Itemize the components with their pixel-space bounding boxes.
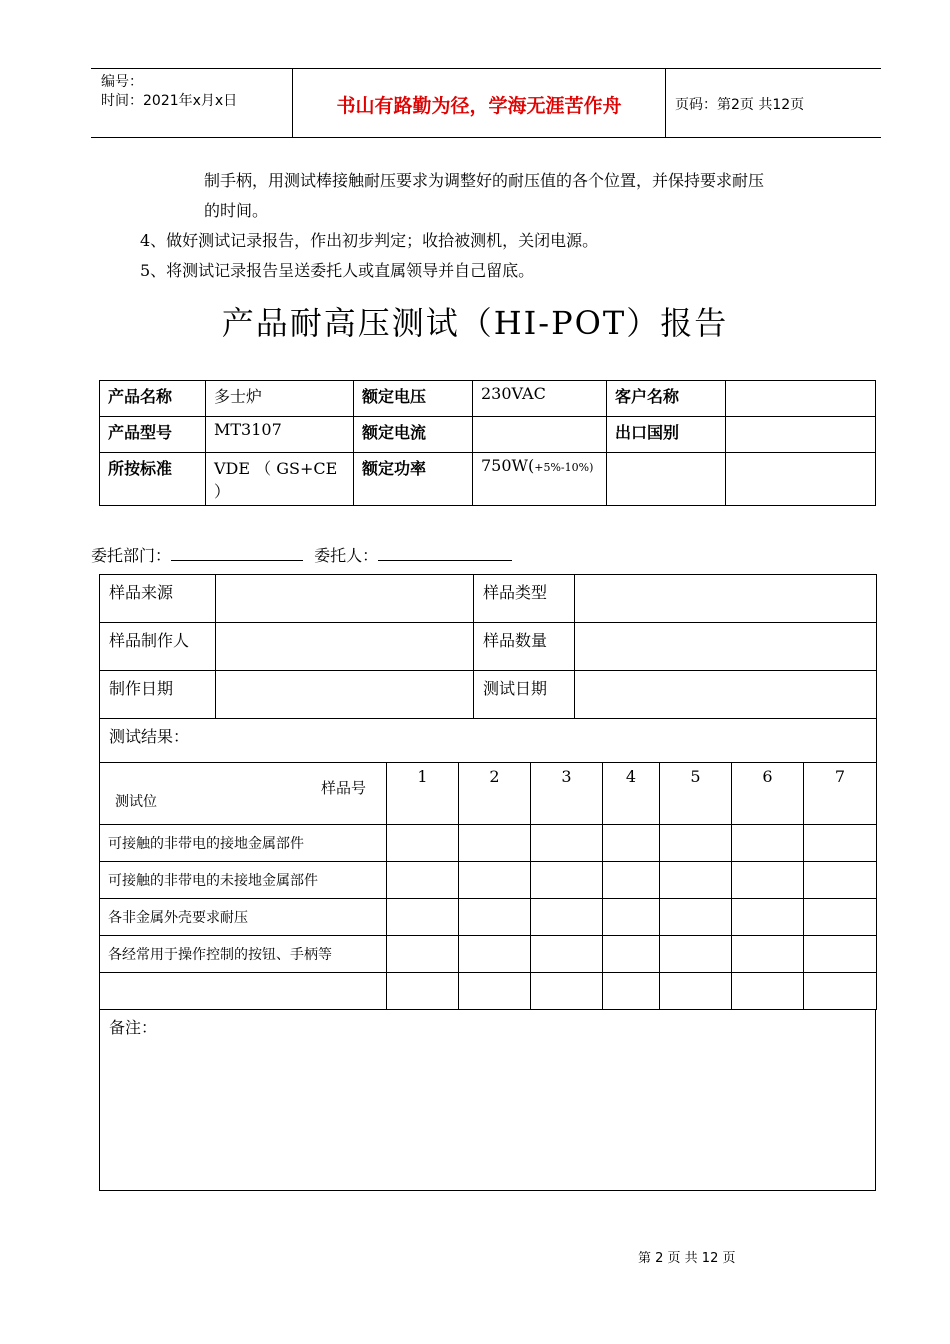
empty-cell — [726, 453, 876, 506]
result-cell[interactable] — [732, 862, 804, 899]
result-cell[interactable] — [387, 862, 459, 899]
sample-qty-label: 样品数量 — [474, 623, 575, 671]
sample-source-value[interactable] — [216, 575, 474, 623]
product-name-value: 多士炉 — [206, 381, 354, 417]
sample-column-header: 6 — [732, 763, 804, 825]
test-position-row-label: 可接触的非带电的未接地金属部件 — [100, 862, 387, 899]
customer-value — [726, 381, 876, 417]
rated-current-label: 额定电流 — [354, 417, 473, 453]
result-cell[interactable] — [531, 825, 603, 862]
sample-type-label: 样品类型 — [474, 575, 575, 623]
test-position-row-label: 各非金属外壳要求耐压 — [100, 899, 387, 936]
remarks-box[interactable] — [99, 1009, 876, 1191]
model-value: MT3107 — [206, 417, 354, 453]
result-cell[interactable] — [387, 825, 459, 862]
sample-source-label: 样品来源 — [100, 575, 216, 623]
page-header — [91, 68, 881, 138]
sample-maker-value[interactable] — [216, 623, 474, 671]
sample-qty-value[interactable] — [575, 623, 877, 671]
result-cell[interactable] — [459, 862, 531, 899]
doc-number: 编号： — [101, 74, 143, 90]
result-cell[interactable] — [732, 899, 804, 936]
result-cell[interactable] — [804, 973, 877, 1010]
test-position-row-label: 可接触的非带电的接地金属部件 — [100, 825, 387, 862]
result-cell[interactable] — [660, 973, 732, 1010]
report-title: 产品耐高压测试（HI-POT）报告 — [221, 304, 729, 342]
body-text-line: 4、做好测试记录报告，作出初步判定；收拾被测机，关闭电源。 — [140, 231, 599, 250]
result-cell[interactable] — [804, 899, 877, 936]
entrust-dept-label: 委托部门： — [91, 546, 172, 565]
result-cell[interactable] — [603, 899, 660, 936]
result-cell[interactable] — [804, 936, 877, 973]
result-cell[interactable] — [531, 936, 603, 973]
export-country-value — [726, 417, 876, 453]
test-date-value[interactable] — [575, 671, 877, 719]
result-cell[interactable] — [387, 899, 459, 936]
model-label: 产品型号 — [100, 417, 206, 453]
empty-cell — [607, 453, 726, 506]
result-cell[interactable] — [603, 936, 660, 973]
sample-no-label: 样品号 — [320, 779, 366, 797]
customer-label: 客户名称 — [607, 381, 726, 417]
standard-value: VDE （ GS+CE ） — [206, 453, 354, 506]
entrust-person-field[interactable] — [378, 544, 512, 561]
result-cell[interactable] — [660, 936, 732, 973]
test-date-label: 测试日期 — [474, 671, 575, 719]
result-cell[interactable] — [660, 825, 732, 862]
export-country-label: 出口国别 — [607, 417, 726, 453]
rated-power-main: 750W( — [481, 456, 535, 475]
rated-voltage-label: 额定电压 — [354, 381, 473, 417]
rated-power-label: 额定功率 — [354, 453, 473, 506]
header-motto: 书山有路勤为径，学海无涯苦作舟 — [336, 95, 622, 117]
result-cell[interactable] — [531, 899, 603, 936]
rated-voltage-value: 230VAC — [473, 381, 607, 417]
make-date-label: 制作日期 — [100, 671, 216, 719]
header-meta — [101, 73, 237, 111]
body-text-line: 5、将测试记录报告呈送委托人或直属领导并自己留底。 — [140, 261, 535, 280]
test-position-label: 测试位 — [115, 794, 157, 810]
product-info-table — [99, 380, 876, 506]
product-name-label: 产品名称 — [100, 381, 206, 417]
sample-column-header: 1 — [387, 763, 459, 825]
results-corner-header — [100, 763, 387, 825]
sample-table — [99, 574, 877, 763]
result-cell[interactable] — [531, 862, 603, 899]
result-cell[interactable] — [603, 973, 660, 1010]
result-cell[interactable] — [660, 862, 732, 899]
rated-power-tolerance: +5%-10%) — [534, 461, 594, 474]
entrust-line — [91, 543, 512, 566]
entrust-person-label: 委托人： — [314, 546, 379, 565]
page-footer: 第 2 页 共 12 页 — [638, 1251, 736, 1266]
result-cell[interactable] — [804, 825, 877, 862]
sample-column-header: 3 — [531, 763, 603, 825]
entrust-dept-field[interactable] — [171, 544, 303, 561]
test-position-row-label: 各经常用于操作控制的按钮、手柄等 — [100, 936, 387, 973]
results-table — [99, 762, 877, 1010]
result-cell[interactable] — [732, 936, 804, 973]
result-cell[interactable] — [459, 973, 531, 1010]
result-cell[interactable] — [459, 899, 531, 936]
result-cell[interactable] — [459, 825, 531, 862]
sample-type-value[interactable] — [575, 575, 877, 623]
result-cell[interactable] — [660, 899, 732, 936]
doc-time: 时间：2021年x月x日 — [101, 93, 238, 109]
result-cell[interactable] — [732, 973, 804, 1010]
result-cell[interactable] — [804, 862, 877, 899]
sample-maker-label: 样品制作人 — [100, 623, 216, 671]
result-cell[interactable] — [603, 825, 660, 862]
result-cell[interactable] — [531, 973, 603, 1010]
header-page-number: 页码：第2页 共12页 — [675, 97, 805, 113]
test-result-label: 测试结果： — [100, 719, 877, 763]
test-position-row-label — [100, 973, 387, 1010]
body-text-line: 制手柄，用测试棒接触耐压要求为调整好的耐压值的各个位置，并保持要求耐压 — [204, 171, 765, 190]
rated-power-value — [473, 453, 607, 506]
body-text-line: 的时间。 — [204, 201, 269, 220]
standard-label: 所按标准 — [100, 453, 206, 506]
result-cell[interactable] — [387, 936, 459, 973]
rated-current-value — [473, 417, 607, 453]
result-cell[interactable] — [387, 973, 459, 1010]
result-cell[interactable] — [603, 862, 660, 899]
result-cell[interactable] — [732, 825, 804, 862]
result-cell[interactable] — [459, 936, 531, 973]
make-date-value[interactable] — [216, 671, 474, 719]
sample-column-header: 5 — [660, 763, 732, 825]
sample-column-header: 4 — [603, 763, 660, 825]
header-divider — [665, 69, 666, 137]
sample-column-header: 2 — [459, 763, 531, 825]
sample-column-header: 7 — [804, 763, 877, 825]
remarks-label: 备注： — [109, 1018, 158, 1037]
